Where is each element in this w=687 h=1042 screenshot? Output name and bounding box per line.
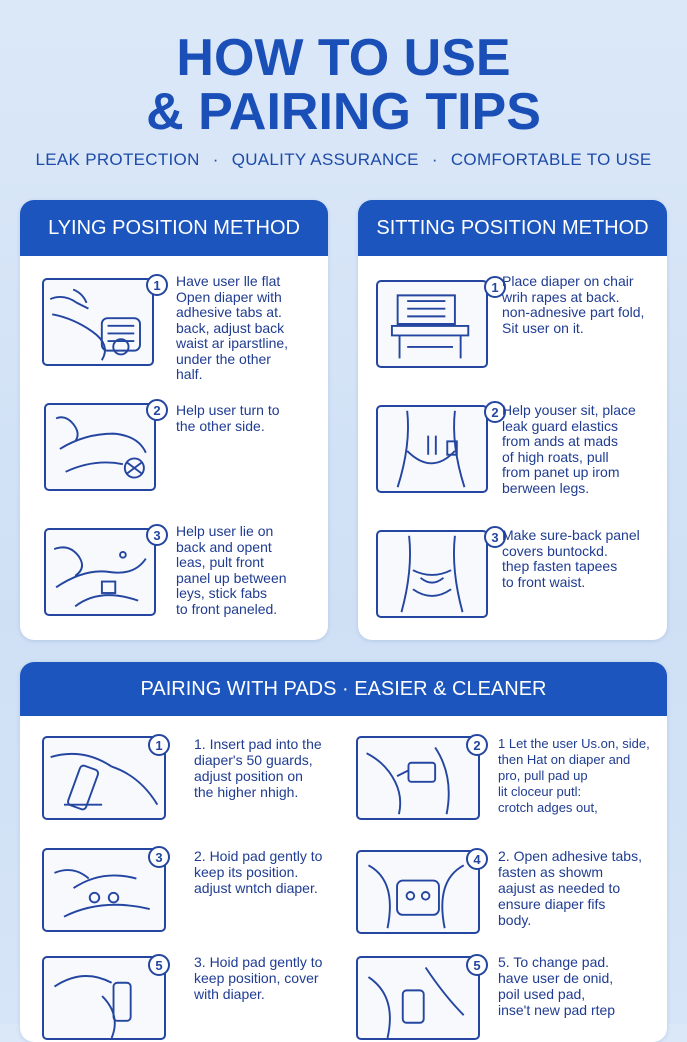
pairing-step-6-text: 5. To change pad. have user de onid, poil used pad, inse't new pad rtep bbox=[498, 954, 616, 1018]
step-number-badge: 2 bbox=[466, 734, 488, 756]
sitting-method-card bbox=[358, 200, 667, 640]
sitting-step-2-text: Help youser sit, place leak guard elastics from ands at mads of high roats, pull from panet up irom berween legs. bbox=[502, 402, 636, 496]
page-title-line1: HOW TO USE bbox=[176, 29, 511, 87]
step-number-badge: 4 bbox=[466, 848, 488, 870]
change-pad-icon bbox=[356, 956, 480, 1040]
side-pad-icon bbox=[356, 736, 480, 820]
step-number-badge: 1 bbox=[148, 734, 170, 756]
turn-side-icon bbox=[44, 403, 156, 491]
step-number-badge: 5 bbox=[148, 954, 170, 976]
step-number-badge: 3 bbox=[484, 526, 506, 548]
tagline bbox=[0, 150, 687, 170]
page-title-line2: & PAIRING TIPS bbox=[146, 83, 541, 141]
sitting-step-1-text: Place diaper on chair wrih rapes at back. non-adnesive part fold, Sit user on it. bbox=[502, 273, 645, 336]
tagline-item: LEAK PROTECTION bbox=[35, 150, 200, 169]
step-number-badge: 3 bbox=[146, 524, 168, 546]
lying-step-1-text: Have user lle flat Open diaper with adhesive tabs at. back, adjust back waist ar iparstline, under the other half. bbox=[176, 273, 289, 382]
fasten-front-icon bbox=[44, 528, 156, 616]
sitting-step-3-text: Make sure-back panel covers buntockd. thep fasten tapees to front waist. bbox=[502, 527, 640, 590]
step-number-badge: 2 bbox=[146, 399, 168, 421]
step-number-badge: 2 bbox=[484, 401, 506, 423]
tagline-separator: · bbox=[431, 150, 438, 169]
insert-pad-icon bbox=[42, 736, 166, 820]
tagline-item: QUALITY ASSURANCE bbox=[231, 150, 419, 169]
pairing-step-5-text: 3. Hoid pad gently to keep position, cover with diaper. bbox=[194, 954, 323, 1002]
tagline-separator: · bbox=[212, 150, 219, 169]
tagline-item: COMFORTABLE TO USE bbox=[450, 150, 652, 169]
hold-pad-icon bbox=[42, 848, 166, 932]
sitting-method-heading: SITTING POSITION METHOD bbox=[358, 200, 667, 256]
lying-method-heading: LYING POSITION METHOD bbox=[20, 200, 328, 256]
pairing-step-4-text: 2. Open adhesive tabs, fasten as showm aajust as needed to ensure diaper fifs body. bbox=[498, 848, 642, 928]
pairing-heading: PAIRING WITH PADS · EASIER & CLEANER bbox=[20, 662, 667, 716]
chair-diaper-icon bbox=[376, 280, 488, 368]
pairing-card bbox=[20, 662, 667, 1042]
pairing-step-1-text: 1. Insert pad into the diaper's 50 guards, adjust position on the higher nhigh. bbox=[194, 736, 322, 800]
diaper-laying-icon bbox=[42, 278, 154, 366]
step-number-badge: 5 bbox=[466, 954, 488, 976]
lying-step-2-text: Help user turn to the other side. bbox=[176, 402, 280, 434]
pairing-step-2-text: 1 Let the user Us.on, side, then Hat on diaper and pro, pull pad up lit cloceur putl: crotch adges out, bbox=[498, 736, 650, 815]
step-number-badge: 1 bbox=[484, 276, 506, 298]
lying-step-3-text: Help user lie on back and opent leas, pult front panel up between leys, stick fabs to front paneled. bbox=[176, 523, 287, 617]
step-number-badge: 1 bbox=[146, 274, 168, 296]
open-tabs-icon bbox=[356, 850, 480, 934]
fasten-waist-icon bbox=[376, 530, 488, 618]
step-number-badge: 3 bbox=[148, 846, 170, 868]
pairing-step-3-text: 2. Hoid pad gently to keep its position. adjust wntch diaper. bbox=[194, 848, 323, 896]
lying-method-card bbox=[20, 200, 328, 640]
cover-pad-icon bbox=[42, 956, 166, 1040]
pull-up-icon bbox=[376, 405, 488, 493]
